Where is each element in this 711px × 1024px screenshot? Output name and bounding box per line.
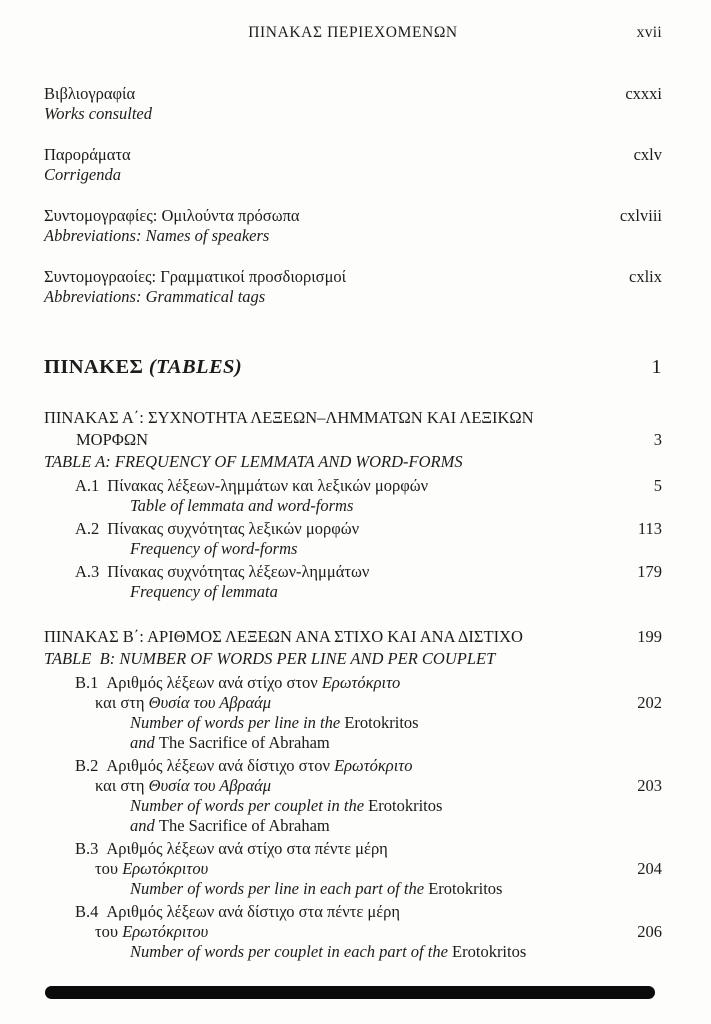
- page-number: cxlviii: [619, 206, 662, 225]
- toc-row-entry-english: [44, 104, 662, 124]
- toc-row-entry-english: [44, 165, 662, 185]
- table-of-contents: [44, 84, 662, 962]
- toc-text-run: ΠΙΝΑΚΕΣ: [44, 356, 149, 378]
- page-number: 1: [651, 356, 662, 378]
- toc-text: [44, 407, 662, 429]
- folio-page-number: xvii: [636, 24, 662, 41]
- page-number: 3: [653, 430, 662, 449]
- toc-text-run: Αριθμός λέξεων ανά δίστιχο στα πέντε μέρη: [106, 902, 401, 921]
- item-number: A.3: [75, 562, 100, 581]
- toc-text-run: Corrigenda: [44, 165, 122, 184]
- toc-text: [44, 713, 662, 733]
- toc-text-run: Πίνακας συχνότητας λεξικών μορφών: [107, 519, 360, 538]
- toc-text-run: Ερωτόκριτο: [334, 756, 413, 775]
- toc-text: [44, 942, 662, 962]
- toc-text: [107, 562, 627, 582]
- toc-row-item-cont: [44, 693, 662, 713]
- toc-text-run: Abbreviations: Grammatical tags: [44, 287, 266, 306]
- toc-row-item-sub: [44, 816, 662, 836]
- toc-text: [106, 839, 662, 859]
- toc-text: [44, 206, 610, 226]
- toc-text: [44, 922, 627, 942]
- toc-text: [107, 476, 643, 496]
- toc-text-run: and: [130, 733, 159, 752]
- toc-text-run: Erotokritos: [428, 879, 503, 898]
- toc-text: [44, 582, 662, 602]
- toc-text-run: TABLE A: FREQUENCY OF LEMMATA AND WORD-FORMS: [44, 452, 463, 471]
- toc-row-item-sub: [44, 733, 662, 753]
- toc-text-run: Αριθμός λέξεων ανά στίχο στον: [106, 673, 322, 692]
- toc-text: [44, 84, 615, 104]
- toc-text-run: The Sacrifice of Abraham: [158, 733, 330, 752]
- toc-text-run: Number of words per couplet in the: [130, 796, 369, 815]
- toc-text-run: Συντομογραοίες: Γραμματικοί προσδιορισμοί: [44, 267, 347, 286]
- toc-row-entry-greek: [44, 206, 662, 226]
- toc-text-run: Θυσία του Αβραάμ: [148, 693, 272, 712]
- toc-text-run: Table of lemmata and word-forms: [130, 496, 354, 515]
- toc-text-run: Abbreviations: Names of speakers: [44, 226, 270, 245]
- page-number: 113: [637, 519, 662, 538]
- toc-text-run: του: [95, 922, 123, 941]
- toc-text: [44, 796, 662, 816]
- toc-row-item: [44, 519, 662, 539]
- toc-text-run: ΠΙΝΑΚΑΣ Β΄: ΑΡΙΘΜΟΣ ΛΕΞΕΩΝ ΑΝΑ ΣΤΙΧΟ ΚΑΙ ΑΝΑ ΔΙΣΤΙΧΟ: [44, 627, 523, 646]
- toc-text-run: Βιβλιογραφία: [44, 84, 136, 103]
- toc-text: [44, 226, 662, 246]
- toc-row-item: [44, 673, 662, 693]
- toc-row-entry-english: [44, 287, 662, 307]
- toc-row-section-subtitle: [44, 648, 662, 670]
- page-number: 202: [637, 693, 662, 712]
- toc-text: [44, 539, 662, 559]
- toc-row-item-sub: [44, 713, 662, 733]
- item-number: A.2: [75, 519, 100, 538]
- item-number: B.3: [75, 839, 99, 858]
- toc-text-run: ΠΙΝΑΚΑΣ Α΄: ΣΥΧΝΟΤΗΤΑ ΛΕΞΕΩΝ–ΛΗΜΜΑΤΩΝ ΚΑΙ ΛΕΞΙΚΩΝ: [44, 408, 534, 427]
- toc-text-run: Αριθμός λέξεων ανά δίστιχο στον: [106, 756, 335, 775]
- toc-text-run: TABLE B: NUMBER OF WORDS PER LINE AND PER COUPLET: [44, 649, 496, 668]
- toc-text: [44, 733, 662, 753]
- toc-text-run: και στη: [95, 776, 149, 795]
- running-header-title: ΠΙΝΑΚΑΣ ΠΕΡΙΕΧΟΜΕΝΩΝ: [248, 24, 458, 41]
- page-number: 203: [637, 776, 662, 795]
- toc-text: [44, 693, 627, 713]
- page-number: cxlix: [629, 267, 662, 286]
- toc-row-entry-greek: [44, 145, 662, 165]
- toc-row-entry-english: [44, 226, 662, 246]
- toc-row-item-sub: [44, 796, 662, 816]
- toc-text: [44, 353, 641, 381]
- toc-text: [44, 816, 662, 836]
- toc-text-run: Ερωτόκριτου: [122, 922, 209, 941]
- toc-row-item-cont: [44, 859, 662, 879]
- toc-text: [107, 519, 628, 539]
- toc-text-run: ΜΟΡΦΩΝ: [76, 430, 149, 449]
- toc-text: [106, 902, 662, 922]
- toc-text-run: Συντομογραφίες: Ομιλούντα πρόσωπα: [44, 206, 300, 225]
- toc-row-item-sub: [44, 582, 662, 602]
- toc-row-item: [44, 902, 662, 922]
- toc-text: [44, 879, 662, 899]
- toc-text-run: Αριθμός λέξεων ανά στίχο στα πέντε μέρη: [106, 839, 388, 858]
- toc-text-run: (TABLES): [148, 356, 243, 378]
- toc-text-run: του: [95, 859, 123, 878]
- toc-row-main-heading: [44, 353, 662, 381]
- toc-text: [44, 145, 624, 165]
- toc-text: [44, 859, 627, 879]
- toc-text-run: Number of words per line in each part of the: [130, 879, 429, 898]
- toc-text: [106, 673, 662, 693]
- toc-row-section-title-cont: [44, 429, 662, 451]
- toc-row-entry-greek: [44, 84, 662, 104]
- toc-text-run: Πίνακας λέξεων-λημμάτων και λεξικών μορφών: [107, 476, 429, 495]
- toc-row-item-sub: [44, 496, 662, 516]
- item-number: A.1: [75, 476, 100, 495]
- toc-text-run: Θυσία του Αβραάμ: [148, 776, 272, 795]
- toc-text: [44, 429, 644, 451]
- toc-row-item: [44, 756, 662, 776]
- toc-text-run: Ερωτόκριτου: [122, 859, 209, 878]
- page-number: 5: [653, 476, 662, 495]
- page-number: 204: [637, 859, 662, 878]
- toc-text-run: The Sacrifice of Abraham: [158, 816, 330, 835]
- toc-text-run: Erotokritos: [368, 796, 443, 815]
- toc-row-entry-greek: [44, 267, 662, 287]
- toc-text: [44, 626, 627, 648]
- toc-text-run: Works consulted: [44, 104, 153, 123]
- toc-text-run: Number of words per line in the: [130, 713, 345, 732]
- toc-text: [44, 287, 662, 307]
- toc-row-item-cont: [44, 922, 662, 942]
- toc-text-run: Erotokritos: [452, 942, 527, 961]
- running-header: [44, 24, 662, 42]
- toc-row-item-sub: [44, 539, 662, 559]
- toc-text: [106, 756, 662, 776]
- toc-text-run: Number of words per couplet in each part of the: [130, 942, 453, 961]
- toc-text: [44, 648, 662, 670]
- page-number: cxxxi: [625, 84, 662, 103]
- toc-text: [44, 104, 662, 124]
- toc-row-section-title: [44, 626, 662, 648]
- toc-row-section-title: [44, 407, 662, 429]
- toc-text: [44, 496, 662, 516]
- toc-text-run: Erotokritos: [344, 713, 419, 732]
- page-number: 199: [637, 627, 662, 646]
- toc-text-run: Πίνακας συχνότητας λέξεων-λημμάτων: [107, 562, 370, 581]
- toc-text-run: Παροράματα: [44, 145, 131, 164]
- item-number: B.2: [75, 756, 99, 775]
- toc-row-item: [44, 476, 662, 496]
- toc-text-run: και στη: [95, 693, 149, 712]
- toc-text: [44, 451, 662, 473]
- item-number: B.1: [75, 673, 99, 692]
- toc-row-item-sub: [44, 879, 662, 899]
- toc-text-run: Frequency of word-forms: [130, 539, 298, 558]
- page-number: 206: [637, 922, 662, 941]
- page-number: cxlv: [633, 145, 662, 164]
- toc-row-item: [44, 562, 662, 582]
- toc-text: [44, 776, 627, 796]
- toc-text-run: Ερωτόκριτο: [321, 673, 401, 692]
- toc-text-run: and: [130, 816, 159, 835]
- toc-text-run: Frequency of lemmata: [130, 582, 278, 601]
- toc-row-item-cont: [44, 776, 662, 796]
- toc-row-section-subtitle: [44, 451, 662, 473]
- scan-artifact-bar: [45, 986, 655, 999]
- toc-row-item: [44, 839, 662, 859]
- toc-text: [44, 165, 662, 185]
- toc-row-item-sub: [44, 942, 662, 962]
- item-number: B.4: [75, 902, 99, 921]
- toc-text: [44, 267, 619, 287]
- page-number: 179: [637, 562, 662, 581]
